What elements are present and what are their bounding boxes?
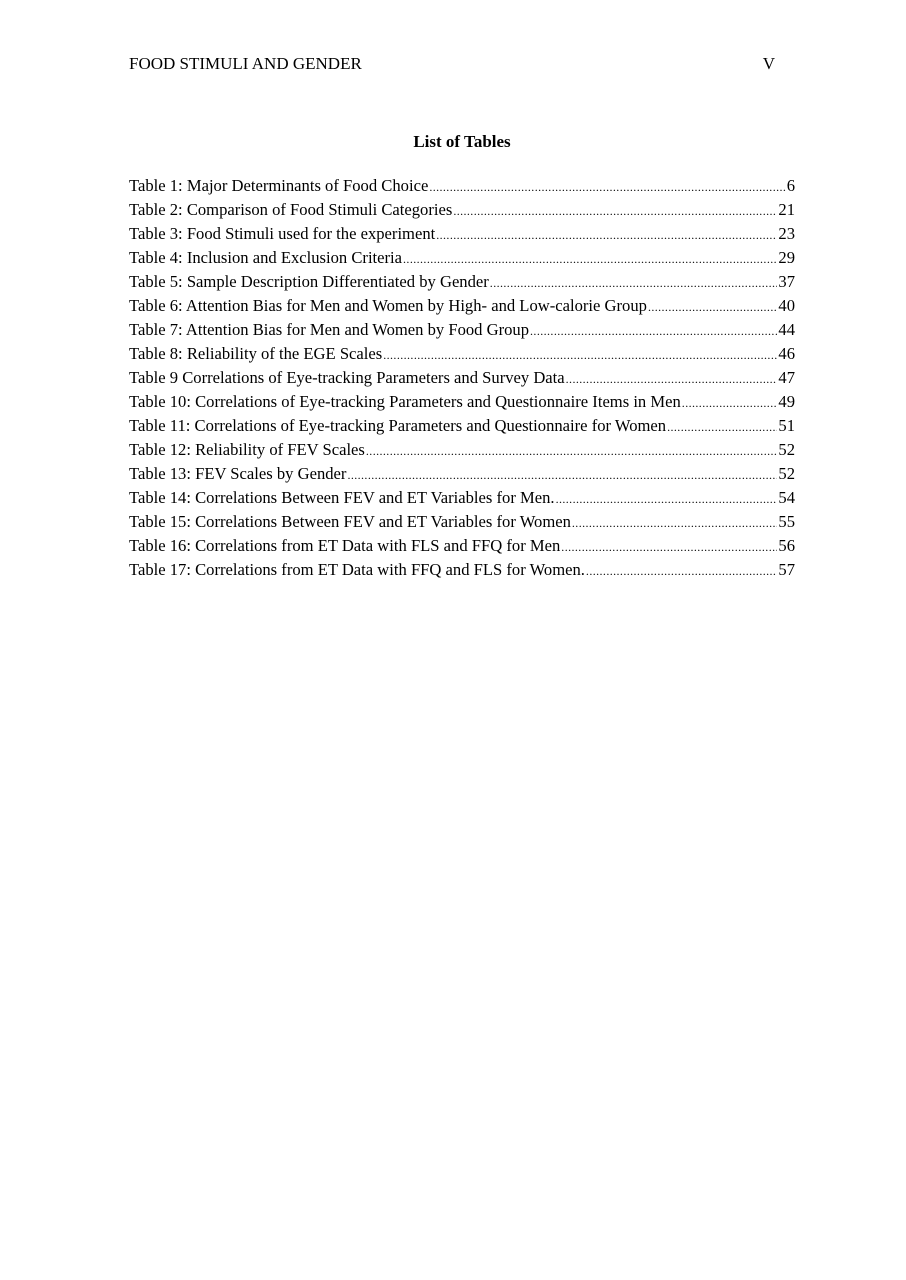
- dot-leader: [682, 391, 778, 414]
- dot-leader: [586, 559, 777, 582]
- list-of-tables: [129, 174, 795, 582]
- running-title: FOOD STIMULI AND GENDER: [129, 54, 362, 73]
- toc-entry-label: Table 4: Inclusion and Exclusion Criteria: [129, 248, 403, 267]
- toc-entry-page-number: 40: [778, 296, 795, 315]
- toc-entry-page-number: 56: [778, 536, 795, 555]
- page-number: V: [762, 54, 775, 73]
- toc-entry[interactable]: [129, 222, 795, 246]
- dot-leader: [403, 247, 777, 270]
- toc-entry-label: Table 10: Correlations of Eye-tracking Parameters and Questionnaire Items in Men: [129, 392, 681, 411]
- toc-entry-page-number: 52: [778, 464, 795, 483]
- toc-entry-page-number: 44: [778, 320, 795, 339]
- toc-entry-label: Table 5: Sample Description Differentiated by Gender: [129, 272, 489, 291]
- dot-leader: [648, 295, 777, 318]
- toc-entry-label: Table 2: Comparison of Food Stimuli Categories: [129, 200, 453, 219]
- dot-leader: [347, 463, 777, 486]
- toc-entry-page-number: 54: [778, 488, 795, 507]
- toc-entry[interactable]: [129, 486, 795, 510]
- toc-entry-page-number: 57: [778, 560, 795, 579]
- toc-entry-page-number: 37: [778, 272, 795, 291]
- toc-entry[interactable]: [129, 270, 795, 294]
- toc-entry-page-number: 55: [778, 512, 795, 531]
- dot-leader: [366, 439, 778, 462]
- toc-entry-label: Table 17: Correlations from ET Data with FFQ and FLS for Women.: [129, 560, 585, 579]
- toc-entry-label: Table 15: Correlations Between FEV and ET Variables for Women: [129, 512, 571, 531]
- toc-entry-label: Table 11: Correlations of Eye-tracking Parameters and Questionnaire for Women: [129, 416, 667, 435]
- dot-leader: [566, 367, 778, 390]
- toc-entry[interactable]: [129, 510, 795, 534]
- toc-entry-label: Table 16: Correlations from ET Data with FLS and FFQ for Men: [129, 536, 561, 555]
- toc-entry-page-number: 51: [778, 416, 795, 435]
- toc-entry-label: Table 6: Attention Bias for Men and Women by High- and Low-calorie Group: [129, 296, 647, 315]
- dot-leader: [561, 535, 777, 558]
- toc-entry-page-number: 52: [778, 440, 795, 459]
- toc-entry-label: Table 14: Correlations Between FEV and ET Variables for Men.: [129, 488, 555, 507]
- toc-entry[interactable]: [129, 294, 795, 318]
- toc-entry[interactable]: [129, 174, 795, 198]
- toc-entry-page-number: 29: [778, 248, 795, 267]
- toc-entry[interactable]: [129, 462, 795, 486]
- running-head: [129, 54, 777, 74]
- dot-leader: [490, 271, 778, 294]
- dot-leader: [436, 223, 777, 246]
- dot-leader: [383, 343, 777, 366]
- dot-leader: [572, 511, 778, 534]
- toc-entry-page-number: 49: [778, 392, 795, 411]
- dot-leader: [556, 487, 778, 510]
- toc-entry[interactable]: [129, 438, 795, 462]
- dot-leader: [530, 319, 777, 342]
- toc-entry-label: Table 7: Attention Bias for Men and Women by Food Group: [129, 320, 530, 339]
- toc-entry-page-number: 21: [778, 200, 795, 219]
- toc-entry[interactable]: [129, 318, 795, 342]
- dot-leader: [453, 199, 777, 222]
- toc-entry-label: Table 8: Reliability of the EGE Scales: [129, 344, 383, 363]
- toc-entry[interactable]: [129, 342, 795, 366]
- toc-entry[interactable]: [129, 366, 795, 390]
- dot-leader: [667, 415, 777, 438]
- toc-entry-page-number: 47: [778, 368, 795, 387]
- toc-entry-label: Table 13: FEV Scales by Gender: [129, 464, 347, 483]
- toc-entry-page-number: 23: [778, 224, 795, 243]
- toc-entry-label: Table 3: Food Stimuli used for the experiment: [129, 224, 436, 243]
- list-of-tables-heading: List of Tables: [413, 132, 511, 151]
- toc-entry-label: Table 12: Reliability of FEV Scales: [129, 440, 365, 459]
- dot-leader: [429, 175, 785, 198]
- toc-entry-label: Table 1: Major Determinants of Food Choice: [129, 176, 429, 195]
- toc-entry[interactable]: [129, 390, 795, 414]
- toc-entry-label: Table 9 Correlations of Eye-tracking Parameters and Survey Data: [129, 368, 565, 387]
- toc-entry[interactable]: [129, 558, 795, 582]
- toc-entry-page-number: 46: [778, 344, 795, 363]
- toc-entry[interactable]: [129, 534, 795, 558]
- toc-entry-page-number: 6: [786, 176, 795, 195]
- toc-entry[interactable]: [129, 246, 795, 270]
- toc-entry[interactable]: [129, 198, 795, 222]
- toc-entry[interactable]: [129, 414, 795, 438]
